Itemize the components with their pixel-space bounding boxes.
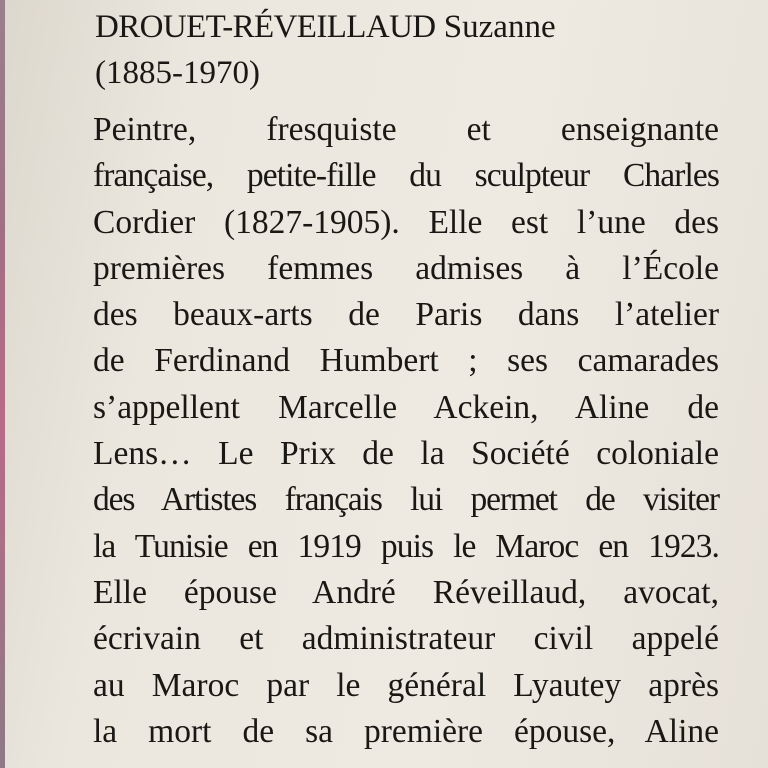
text-line: des beaux-arts de Paris dans l’atelier — [93, 296, 719, 334]
entry-given-name: Suzanne — [443, 9, 556, 45]
text-line: au Maroc par le général Lyautey après — [93, 666, 719, 704]
entry-biography — [93, 107, 719, 755]
text-line: des Artistes français lui permet de visiter — [93, 481, 719, 519]
text-line: Elle épouse André Réveillaud, avocat, — [93, 573, 719, 611]
text-line: Cordier (1827-1905). Elle est l’une des — [93, 203, 719, 241]
text-line: la Tunisie en 1919 puis le Maroc en 1923. — [93, 527, 719, 565]
text-line: de Ferdinand Humbert ; ses camarades — [93, 342, 719, 380]
text-line: s’appellent Marcelle Ackein, Aline de — [93, 388, 719, 426]
entry-name-line — [95, 4, 735, 50]
entry-dates: (1885-1970) — [95, 55, 260, 91]
entry-heading — [95, 4, 735, 96]
text-line: Lens… Le Prix de la Société coloniale — [93, 435, 719, 473]
entry-surname: DROUET-RÉVEILLAUD — [95, 9, 436, 45]
text-line: premières femmes admises à l’École — [93, 249, 719, 287]
text-line: française, petite-fille du sculpteur Charles — [93, 157, 719, 195]
text-line: écrivain et administrateur civil appelé — [93, 620, 719, 658]
text-line: Peintre, fresquiste et enseignante — [93, 111, 719, 148]
text-line: la mort de sa première épouse, Aline — [93, 712, 719, 750]
book-page — [5, 0, 768, 768]
